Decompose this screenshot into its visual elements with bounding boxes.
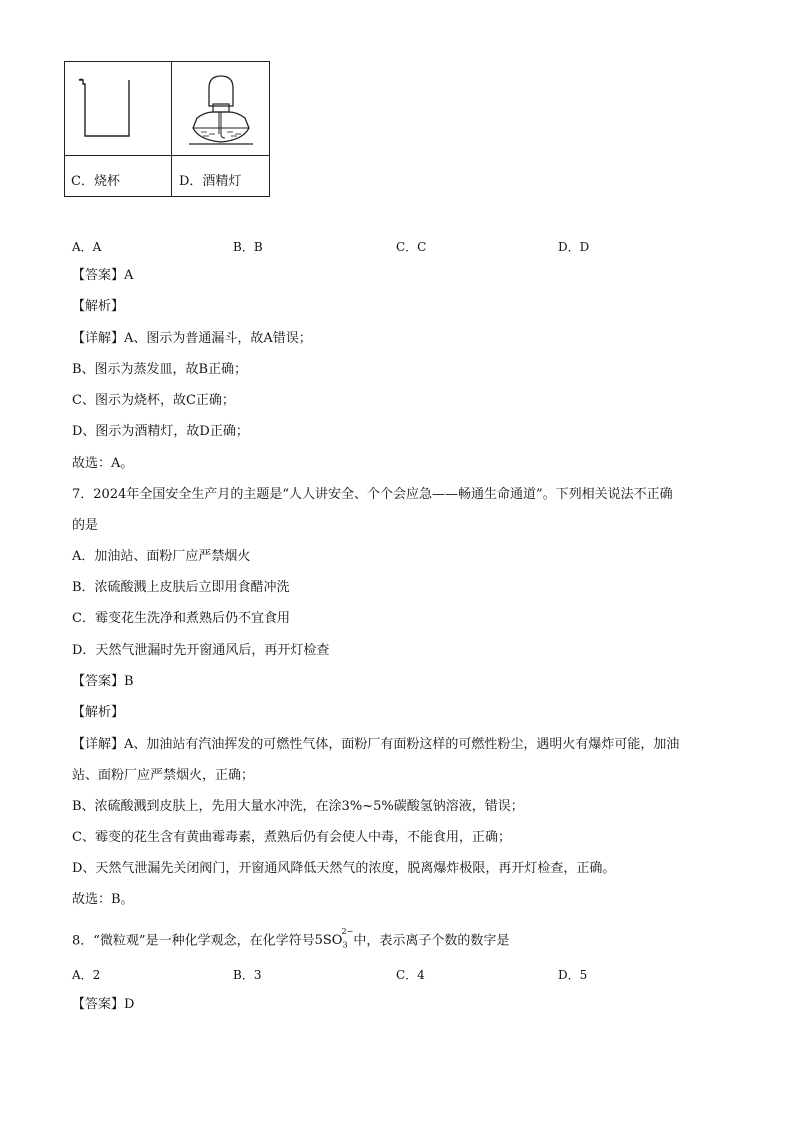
q8-stem-suffix: 中，表示离子个数的数字是 xyxy=(353,933,510,949)
q7-detail-line: 站、面粉厂应严禁烟火，正确； xyxy=(72,768,255,783)
q6-detail-line: 【详解】A、图示为普通漏斗，故A错误； xyxy=(72,331,312,346)
q8-ion-formula xyxy=(314,927,354,950)
q7-detail-line: D、天然气泄漏先关闭阀门，开窗通风降低天然气的浓度，脱离爆炸极限，再开灯检查，正确。 xyxy=(72,861,616,876)
q7-analysis-heading: 【解析】 xyxy=(72,705,125,720)
q7-detail-line: B、浓硫酸溅到皮肤上，先用大量水冲洗，在涂3%~5%碳酸氢钠溶液，错误； xyxy=(72,799,524,814)
q8-ion-superscript: 2− xyxy=(341,927,354,936)
q8-ion-subscript: 3 xyxy=(342,940,348,950)
q6-answer: 【答案】A xyxy=(72,268,134,283)
q8-option-c: C．4 xyxy=(396,968,425,982)
table-divider-horizontal xyxy=(65,155,269,156)
q8-option-b: B．3 xyxy=(233,968,262,982)
q6-option-d: D．D xyxy=(558,240,590,254)
q8-stem-prefix: 8．“微粒观”是一种化学观念，在化学符号 xyxy=(72,933,315,949)
apparatus-table xyxy=(64,61,270,197)
alcohol-lamp-image xyxy=(177,68,265,150)
q7-option-a: A．加油站、面粉厂应严禁烟火 xyxy=(72,549,251,564)
q7-option-c: C．霉变花生洗净和煮熟后仍不宜食用 xyxy=(72,611,290,626)
table-divider-vertical xyxy=(171,62,172,196)
q7-choice: 故选：B。 xyxy=(72,892,134,907)
q6-option-c: C．C xyxy=(396,240,427,254)
q7-stem-line2: 的是 xyxy=(72,518,99,533)
q8-ion-main: SO xyxy=(322,933,343,949)
cell-label-c: C．烧杯 xyxy=(71,174,120,189)
q8-option-a: A．2 xyxy=(72,968,101,982)
q7-detail-line: 【详解】A、加油站有汽油挥发的可燃性气体，面粉厂有面粉这样的可燃性粉尘，遇明火有爆炸可能，加油 xyxy=(72,737,680,752)
q8-ion-coefficient: 5 xyxy=(314,933,323,949)
q6-detail-line: C、图示为烧杯，故C正确； xyxy=(72,393,235,408)
q7-option-d: D．天然气泄漏时先开窗通风后，再开灯检查 xyxy=(72,643,330,658)
q8-stem xyxy=(72,928,509,955)
q7-detail-line: C、霉变的花生含有黄曲霉毒素，煮熟后仍有会使人中毒，不能食用，正确； xyxy=(72,830,511,845)
q7-answer: 【答案】B xyxy=(72,674,134,689)
q8-answer: 【答案】D xyxy=(72,997,135,1012)
q6-analysis-heading: 【解析】 xyxy=(72,299,125,314)
q6-option-b: B．B xyxy=(233,240,263,254)
q7-option-b: B．浓硫酸溅上皮肤后立即用食醋冲洗 xyxy=(72,580,290,595)
beaker-image xyxy=(73,72,143,142)
q6-detail-line: D、图示为酒精灯，故D正确； xyxy=(72,424,249,439)
q6-detail-line: B、图示为蒸发皿，故B正确； xyxy=(72,362,248,377)
q6-option-a: A．A xyxy=(72,240,102,254)
q6-choice: 故选：A。 xyxy=(72,456,134,471)
cell-label-d: D．酒精灯 xyxy=(179,174,242,189)
q7-stem-line1: 7．2024年全国安全生产月的主题是“人人讲安全、个个会应急——畅通生命通道”。下列相关说法不正确 xyxy=(72,487,673,502)
q8-option-d: D．5 xyxy=(558,968,588,982)
